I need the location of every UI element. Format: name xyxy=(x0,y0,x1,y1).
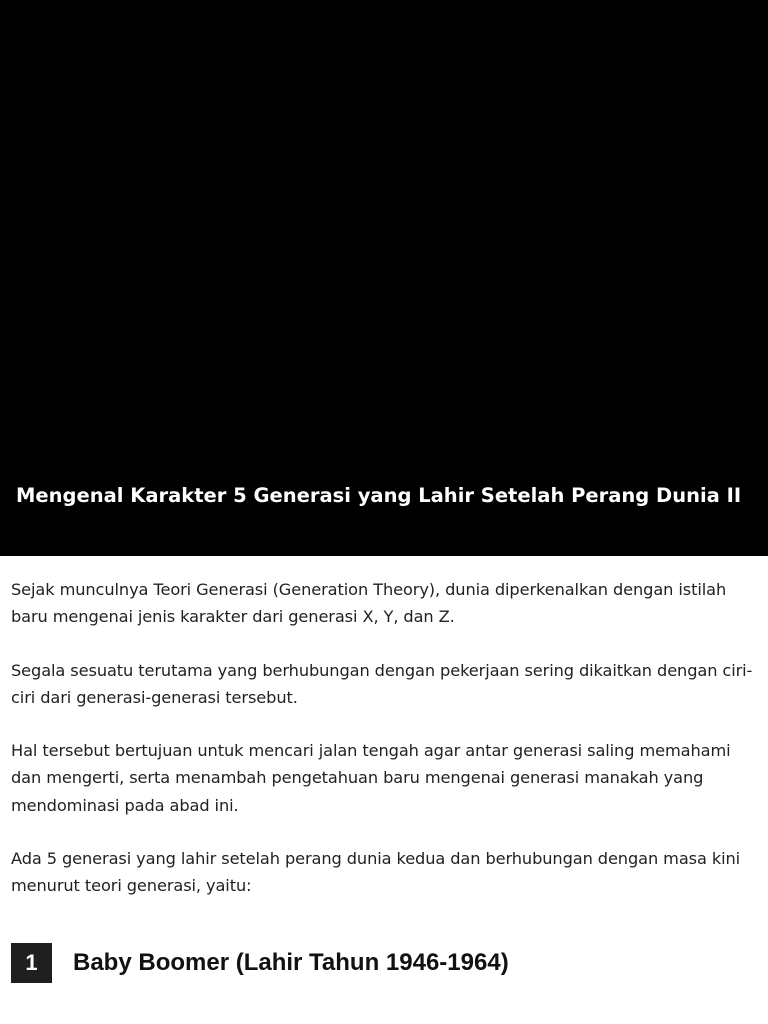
article-body xyxy=(0,556,768,983)
article-paragraph-2: Segala sesuatu terutama yang berhubungan dengan pekerjaan sering dikaitkan dengan ciri-ciri dari generasi-generasi tersebut. xyxy=(11,660,753,707)
article-paragraph-3: Hal tersebut bertujuan untuk mencari jalan tengah agar antar generasi saling memahami dan mengerti, serta menambah pengetahuan baru mengenai generasi manakah yang mendominasi pada abad ini. xyxy=(11,741,731,815)
article-paragraph-4: Ada 5 generasi yang lahir setelah perang dunia kedua dan berhubungan dengan masa kini menurut teori generasi, yaitu: xyxy=(11,849,741,896)
section-heading-baby-boomer xyxy=(11,943,757,983)
article-paragraph-1: Sejak munculnya Teori Generasi (Generation Theory), dunia diperkenalkan dengan istilah baru mengenai jenis karakter dari generasi X, Y, dan Z. xyxy=(11,580,727,627)
section-title: Baby Boomer (Lahir Tahun 1946-1964) xyxy=(73,948,509,976)
article-title: Mengenal Karakter 5 Generasi yang Lahir Setelah Perang Dunia II xyxy=(16,484,742,507)
section-number-badge: 1 xyxy=(11,943,52,983)
